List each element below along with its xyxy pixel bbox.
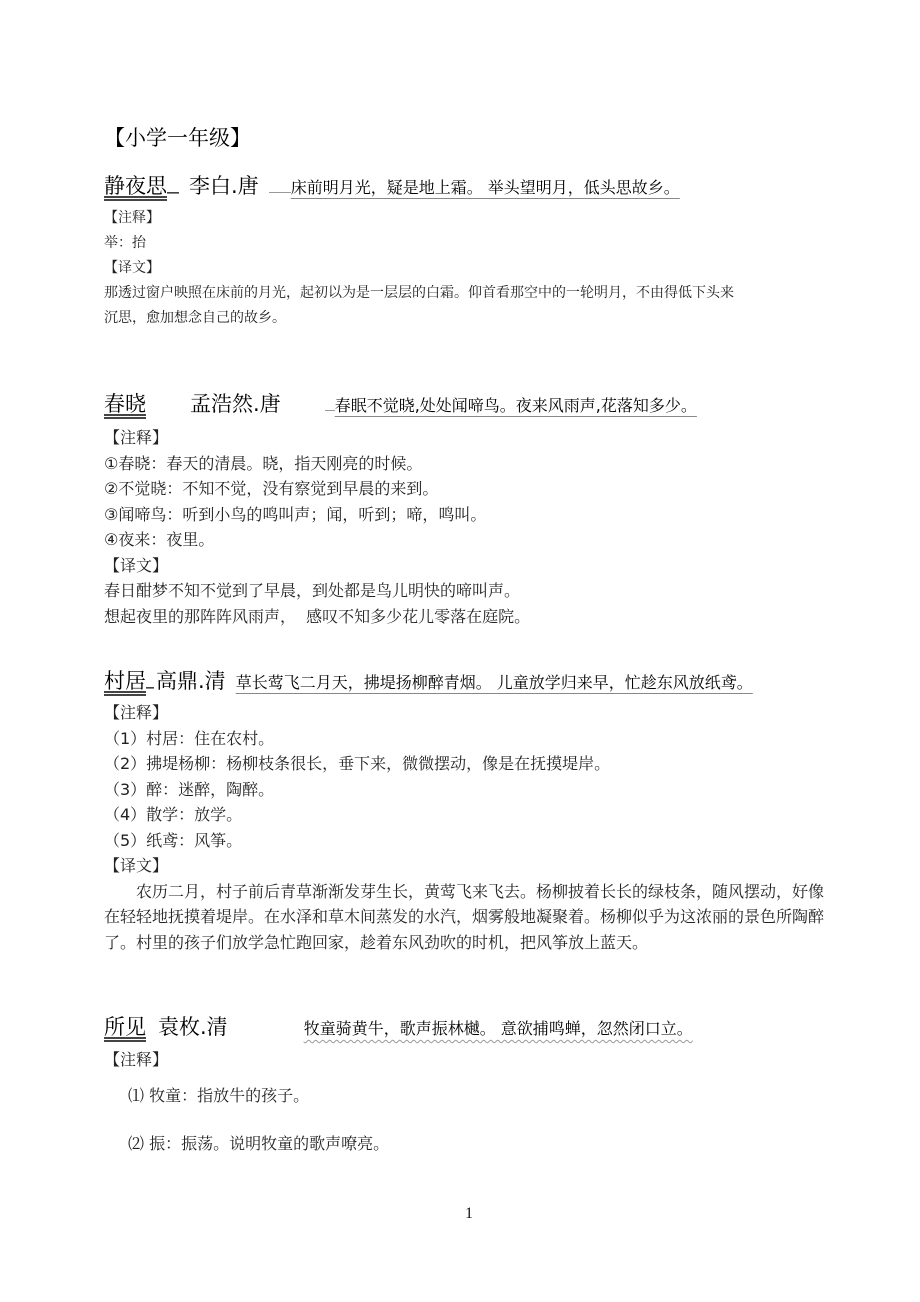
note-item: （3）醉：迷醉，陶醉。 [104, 779, 275, 799]
poem-header-chunxiao [104, 388, 697, 418]
poem-author: 高鼎.清 [156, 669, 226, 693]
note-item: （2）拂堤杨柳：杨柳枝条很长，垂下来，微微摆动，像是在抚摸堤岸。 [104, 754, 611, 773]
translation-text: 那透过窗户映照在床前的月光，起初以为是一层层的白霜。仰首看那空中的一轮明月，不由得低下头来 [104, 285, 734, 301]
notes-label: 【注释】 [104, 703, 169, 722]
translation-text: 沉思，愈加想念自己的故乡。 [104, 310, 286, 326]
translation-text: 农历二月，村子前后青草渐渐发芽生长，黄莺飞来飞去。杨柳披着长长的绿枝条，随风摆动，好像在轻轻地抚摸着堤岸。在水泽和草木间蒸发的水汽，烟雾般地凝聚着。杨柳似乎为这浓丽的景色所陶醉了。村里的孩子们放学急忙跑回家，趁着东风劲吹的时机，把风筝放上蓝天。 [104, 881, 825, 952]
poem-header-suojian [104, 1011, 693, 1041]
poem-author: 李白.唐 [189, 174, 259, 198]
poem-title: 春晓 [104, 392, 146, 416]
note-item: ⑴ 牧童：指放牛的孩子。 [128, 1086, 310, 1105]
note-item: ③闻啼鸟：听到小鸟的鸣叫声；闻，听到；啼，鸣叫。 [104, 504, 487, 524]
note-item: （5）纸鸢：风筝。 [104, 830, 243, 850]
translation-label: 【译文】 [104, 555, 169, 575]
note-item: 举：抬 [104, 235, 146, 251]
poem-verse: 牧童骑黄牛，歌声振林樾。 意欲捕鸣蝉，忽然闭口立。 [303, 1019, 693, 1038]
translation-label: 【译文】 [104, 856, 169, 875]
poem-author: 袁枚.清 [158, 1015, 228, 1039]
poem-body-jingyesi [104, 206, 844, 331]
notes-label: 【注释】 [104, 1050, 169, 1069]
poem-body-chunxiao [104, 425, 844, 629]
translation-text: 春日酣梦不知不觉到了早晨，到处都是鸟儿明快的啼叫声。 [104, 581, 521, 600]
verse-underline-pad [325, 409, 335, 411]
note-item: ①春晓：春天的清晨。晓，指天刚亮的时候。 [104, 453, 423, 473]
translation-label: 【译文】 [104, 260, 160, 276]
poem-body-suojian [104, 1047, 844, 1168]
poem-body-cunju [104, 700, 844, 955]
poem-verse: 床前明月光，疑是地上霜。 举头望明月，低头思故乡。 [290, 178, 680, 197]
notes-label: 【注释】 [104, 428, 169, 447]
poem-header-cunju [104, 665, 753, 695]
title-underline-pad [146, 686, 154, 688]
title-underline-pad [167, 191, 179, 193]
poem-title: 所见 [104, 1015, 146, 1039]
page-number: 1 [465, 1205, 473, 1222]
note-item: ④夜来：夜里。 [104, 530, 215, 549]
grade-heading: 【小学一年级】 [104, 126, 251, 150]
poem-verse: 草长莺飞二月天，拂堤扬柳醉青烟。 儿童放学归来早，忙趁东风放纸鸢。 [235, 673, 753, 692]
poem-title: 静夜思 [104, 174, 167, 198]
poem-header-jingyesi [104, 170, 680, 200]
note-item: ⑵ 振：振荡。说明牧童的歌声嘹亮。 [128, 1134, 390, 1153]
translation-text: 想起夜里的那阵阵风雨声， 感叹不知多少花儿零落在庭院。 [104, 606, 531, 626]
note-item: ②不觉晓：不知不觉，没有察觉到早晨的来到。 [104, 479, 439, 498]
notes-label: 【注释】 [104, 210, 160, 226]
poem-author: 孟浩然.唐 [190, 392, 281, 416]
poem-title: 村居 [104, 669, 146, 693]
note-item: （1）村居：住在农村。 [104, 728, 275, 748]
poem-verse: 春眠不觉晓,处处闻啼鸟。夜来风雨声,花落知多少。 [334, 396, 697, 415]
note-item: （4）散学：放学。 [104, 805, 243, 824]
verse-underline-pad [269, 191, 291, 193]
